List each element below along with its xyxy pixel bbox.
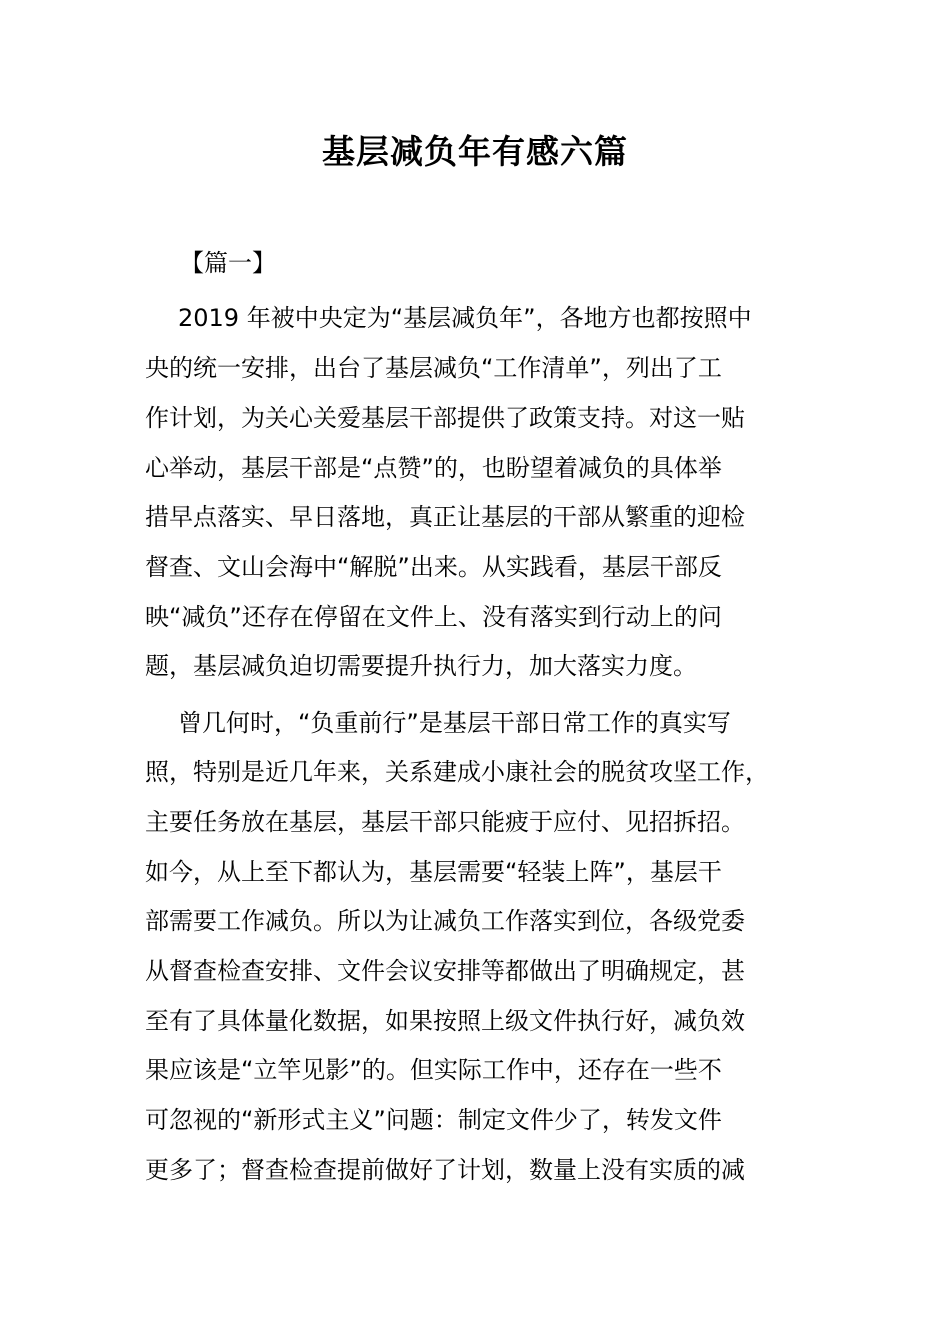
paragraph-2-line-5: 部需要工作减负。所以为让减负工作落实到位，各级党委	[145, 907, 745, 935]
paragraph-1-line-5: 措早点落实、早日落地，真正让基层的干部从繁重的迎检	[145, 503, 745, 531]
paragraph-1-line-7: 映“减负”还存在停留在文件上、没有落实到行动上的问	[145, 603, 722, 631]
paragraph-1-line-1: 2019 年被中央定为“基层减负年”，各地方也都按照中	[178, 304, 752, 332]
paragraph-2-line-6: 从督查检查安排、文件会议安排等都做出了明确规定，甚	[145, 957, 745, 985]
paragraph-1-line-3: 作计划，为关心关爱基层干部提供了政策支持。对这一贴	[145, 404, 745, 432]
section-heading: 【篇一】	[180, 249, 276, 277]
paragraph-2-line-3: 主要任务放在基层，基层干部只能疲于应付、见招拆招。	[145, 808, 745, 836]
paragraph-1-line-2: 央的统一安排，出台了基层减负“工作清单”，列出了工	[145, 354, 722, 382]
paragraph-2-line-8: 果应该是“立竿见影”的。但实际工作中，还存在一些不	[145, 1056, 722, 1084]
paragraph-2-line-7: 至有了具体量化数据，如果按照上级文件执行好，减负效	[145, 1007, 745, 1035]
paragraph-2-line-9: 可忽视的“新形式主义”问题：制定文件少了，转发文件	[145, 1106, 722, 1134]
paragraph-1-line-6: 督查、文山会海中“解脱”出来。从实践看，基层干部反	[145, 553, 722, 581]
paragraph-2-line-1: 曾几何时，“负重前行”是基层干部日常工作的真实写	[178, 709, 731, 737]
paragraph-2-line-4: 如今，从上至下都认为，基层需要“轻装上阵”，基层干	[145, 858, 722, 886]
paragraph-1-line-8: 题，基层减负迫切需要提升执行力，加大落实力度。	[145, 652, 697, 680]
paragraph-2-line-2: 照，特别是近几年来，关系建成小康社会的脱贫攻坚工作，	[145, 758, 769, 786]
paragraph-2-line-10: 更多了；督查检查提前做好了计划，数量上没有实质的减	[145, 1156, 745, 1184]
document-title: 基层减负年有感六篇	[322, 132, 628, 171]
paragraph-1-line-4: 心举动，基层干部是“点赞”的，也盼望着减负的具体举	[145, 454, 722, 482]
